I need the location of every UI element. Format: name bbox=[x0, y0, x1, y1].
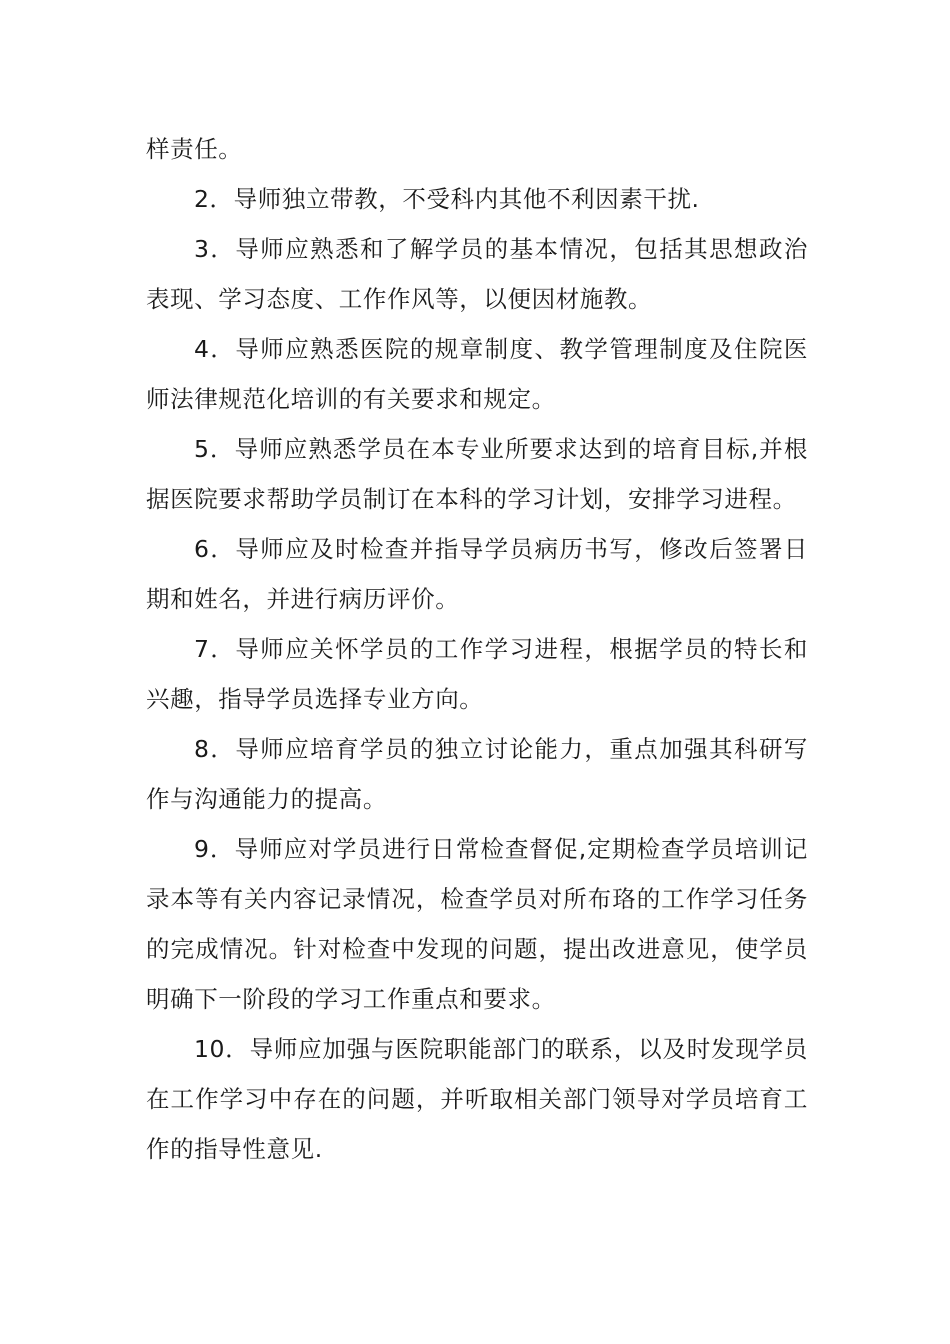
paragraph-item-3: 3．导师应熟悉和了解学员的基本情况，包括其思想政治表现、学习态度、工作作风等，以便因材施教。 bbox=[146, 235, 808, 313]
paragraph-item-10: 10．导师应加强与医院职能部门的联系，以及时发现学员在工作学习中存在的问题，并听取相关部门领导对学员培育工作的指导性意见. bbox=[146, 1035, 808, 1163]
paragraph-item-4: 4．导师应熟悉医院的规章制度、教学管理制度及住院医师法律规范化培训的有关要求和规定。 bbox=[146, 335, 808, 413]
paragraph-item-9: 9．导师应对学员进行日常检查督促,定期检查学员培训记录本等有关内容记录情况，检查学员对所布珞的工作学习任务的完成情况。针对检查中发现的问题，提出改进意见，使学员明确下一阶段的学习工作重点和要求。 bbox=[146, 835, 808, 1013]
document-body bbox=[146, 124, 808, 1174]
paragraph-item-8: 8．导师应培育学员的独立讨论能力，重点加强其科研写作与沟通能力的提高。 bbox=[146, 735, 808, 813]
paragraph-item-6: 6．导师应及时检查并指导学员病历书写，修改后签署日期和姓名，并进行病历评价。 bbox=[146, 535, 808, 613]
paragraph-item-5: 5．导师应熟悉学员在本专业所要求达到的培育目标,并根据医院要求帮助学员制订在本科的学习计划，安排学习进程。 bbox=[146, 435, 808, 513]
paragraph-item-7: 7．导师应关怀学员的工作学习进程，根据学员的特长和兴趣，指导学员选择专业方向。 bbox=[146, 635, 808, 713]
paragraph-continuation: 样责任。 bbox=[146, 135, 243, 163]
paragraph-item-2: 2．导师独立带教，不受科内其他不利因素干扰. bbox=[194, 185, 700, 213]
